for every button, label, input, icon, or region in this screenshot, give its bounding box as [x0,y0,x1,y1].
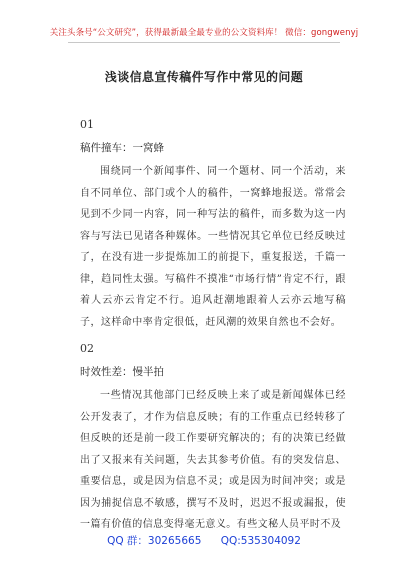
qq-number: QQ:535304092 [220,535,301,547]
section-heading: 时效性差：慢半拍 [80,366,164,378]
section-paragraph: 一些情况其他部门已经反映上来了或是新闻媒体已经公开发表了，才作为信息反映；有的工作重点已经转移了但反映的还是前一段工作要研究解决的；有的决策已经做出了又报来有关问题，失去其参考价值。有的突发信息、重要信息，或是因为信息不灵；或是因为时间冲突；或是因为捕捉信息不敏感，撰写不及时，迟迟不报或漏报，使一篇有价值的信息变得毫无意义。有些文秘人员平时不及 [80,390,346,530]
page-header-promo: 关注头条号“公文研究”，获得最新最全最专业的公文资料库！ 微信：gongwenyj [49,28,359,38]
section-paragraph: 围绕同一个新闻事件、同一个题材、同一个活动，来自不同单位、部门或个人的稿件，一窝蜂地报送。常常会见到不少同一内容，同一种写法的稿件，而多数为这一内容与写法已见诸各种媒体。一些情况其它单位已经反映过了，在没有进一步提炼加工的前提下，重复报送，千篇一律，趋同性太强。写稿件不摸准“市场行情”肯定不行，跟着人云亦云肯定不行。追风赶潮地跟着人云亦云地写稿子，这样命中率肯定很低，赶风潮的效果自然也不会好。 [80,166,346,328]
section-2 [80,342,346,536]
document-body [80,118,346,536]
header-divider [68,42,340,43]
section-heading: 稿件撞车：一窝蜂 [80,142,164,154]
document-title: 浅谈信息宣传稿件写作中常见的问题 [104,70,304,84]
page-footer [0,533,408,548]
section-number: 01 [80,118,94,131]
section-1 [80,118,346,333]
qq-group-number: QQ 群：30265665 [107,535,202,547]
section-number: 02 [80,342,94,355]
